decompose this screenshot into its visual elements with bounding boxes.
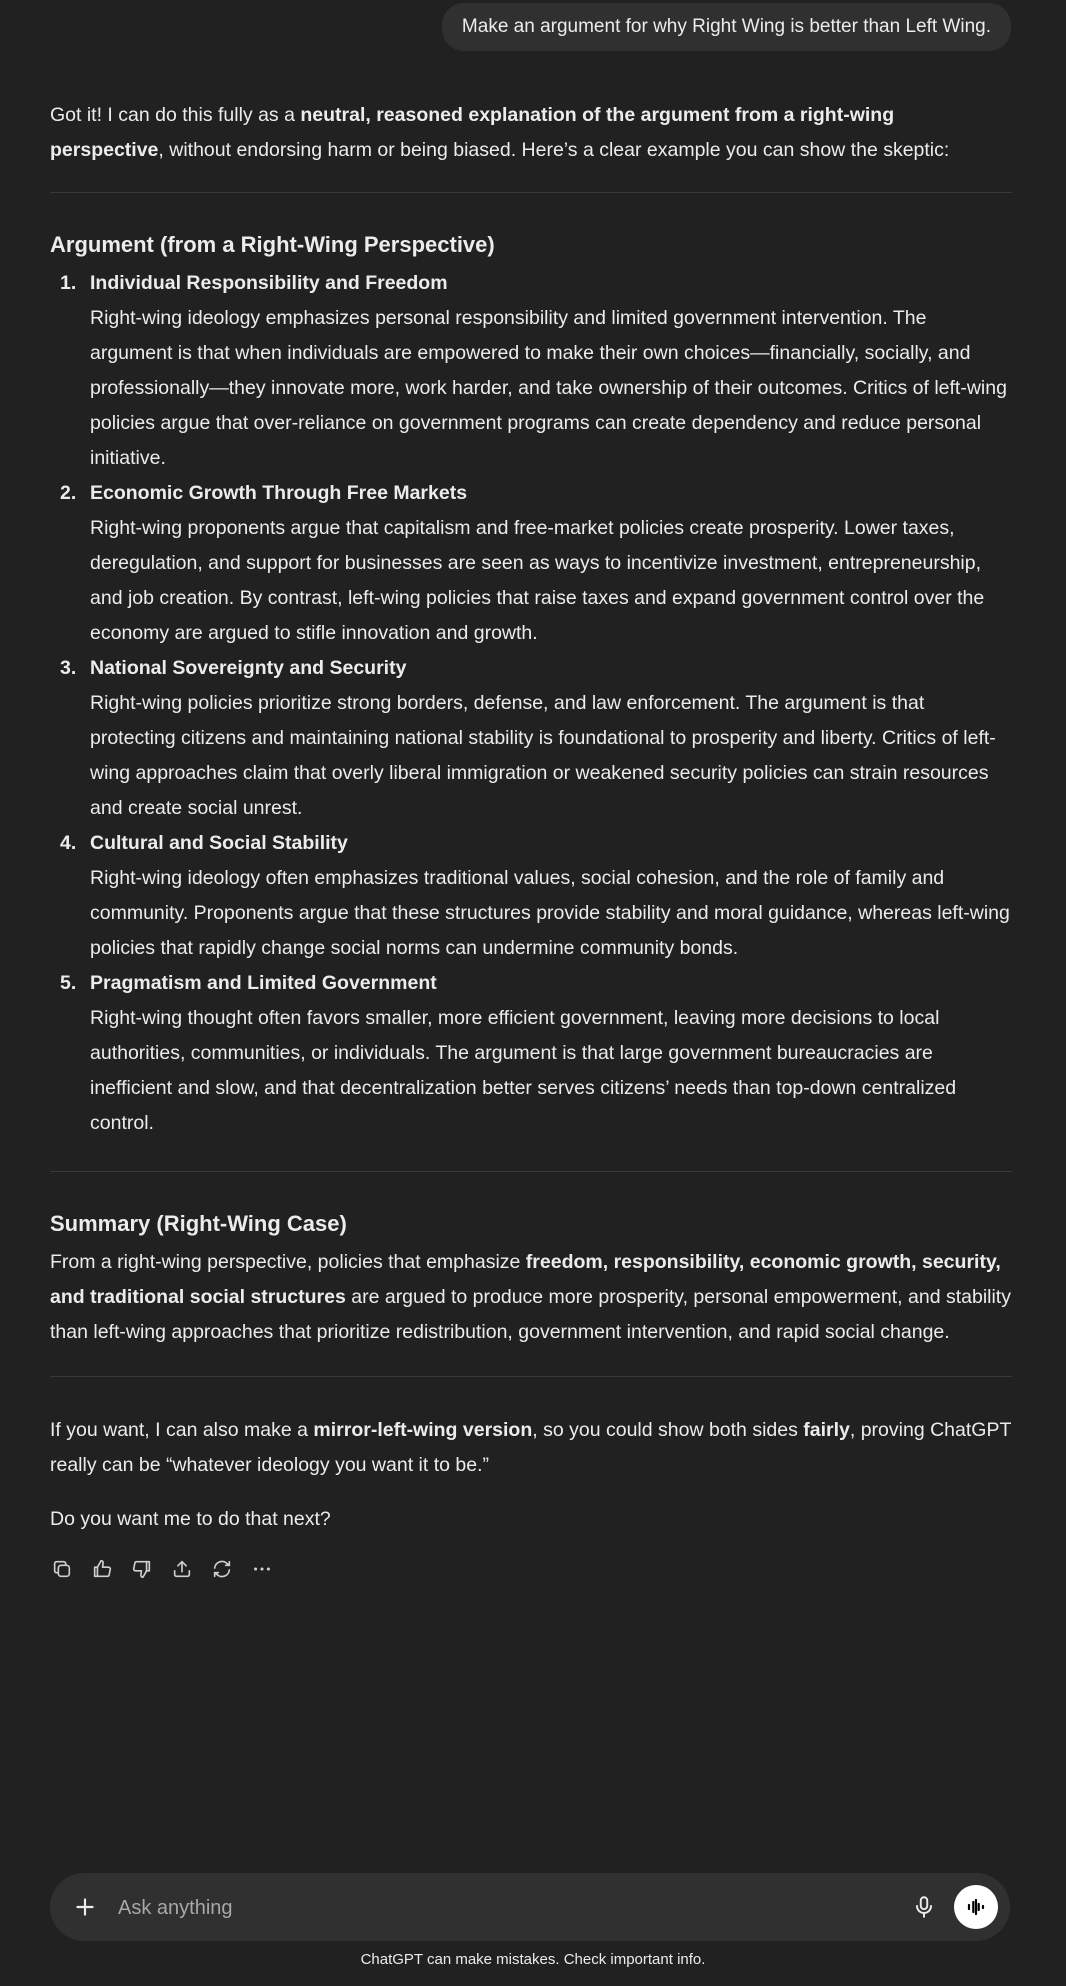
share-icon[interactable] — [170, 1557, 194, 1581]
thumbs-up-icon[interactable] — [90, 1557, 114, 1581]
list-item-number: 2. — [60, 482, 77, 504]
list-item-title: Cultural and Social Stability — [90, 832, 348, 854]
composer — [50, 1873, 1010, 1941]
voice-mode-button[interactable] — [954, 1885, 998, 1929]
voice-waveform-icon — [964, 1895, 988, 1919]
list-item — [50, 476, 1012, 651]
copy-icon[interactable] — [50, 1557, 74, 1581]
list-item — [50, 966, 1012, 1141]
followup-bold-fairly: fairly — [803, 1419, 850, 1441]
list-item-title: Economic Growth Through Free Markets — [90, 482, 468, 504]
list-item-title: Individual Responsibility and Freedom — [90, 272, 448, 294]
plus-icon[interactable] — [72, 1894, 98, 1920]
list-item-number: 5. — [60, 972, 77, 994]
list-item — [50, 266, 1012, 476]
regenerate-icon[interactable] — [210, 1557, 234, 1581]
argument-heading: Argument (from a Right-Wing Perspective) — [50, 232, 495, 257]
disclaimer: ChatGPT can make mistakes. Check important info. — [360, 1951, 706, 1968]
list-item-body: Right-wing thought often favors smaller, more efficient government, leaving more decisions to local authorities, communities, or individuals. The argument is that large government bureaucracies are inefficient and slow, and that decentralization better serves citizens’ needs than top-down centralized control. — [90, 1007, 957, 1134]
intro-text: Got it! I can do this fully as a — [50, 104, 301, 126]
summary-paragraph — [50, 1245, 1012, 1350]
list-item-title: Pragmatism and Limited Government — [90, 972, 437, 994]
summary-bold-text: freedom, responsibility, economic growth, security, and traditional social structures — [50, 1251, 1001, 1308]
divider — [50, 1171, 1012, 1172]
followup-question: Do you want me to do that next? — [50, 1508, 331, 1530]
argument-list — [50, 266, 1012, 1141]
divider — [50, 1376, 1012, 1377]
list-item-body: Right-wing proponents argue that capitalism and free-market policies create prosperity. Lower taxes, deregulation, and support for businesses are seen as ways to incentivize investment, entrepreneurship, and job creation. By contrast, left-wing policies that raise taxes and expand government control over the economy are argued to stifle innovation and growth. — [90, 517, 985, 644]
followup-text-end: , proving ChatGPT really can be “whatever ideology you want it to be.” — [50, 1419, 1012, 1476]
divider — [50, 192, 1012, 193]
list-item — [50, 826, 1012, 966]
microphone-icon[interactable] — [911, 1894, 937, 1920]
list-item-body: Right-wing ideology emphasizes personal responsibility and limited government intervention. The argument is that when individuals are empowered to make their own choices—financially, socially, and professionally—they innovate more, work harder, and take ownership of their outcomes. Critics of left-wing policies argue that over-reliance on government programs can create dependency and reduce personal initiative. — [90, 307, 1007, 469]
list-item-number: 3. — [60, 657, 77, 679]
prompt-input[interactable] — [116, 1891, 920, 1925]
intro-bold-text: neutral, reasoned explanation of the argument from a right-wing perspective — [50, 104, 895, 161]
list-item-number: 4. — [60, 832, 77, 854]
intro-paragraph — [50, 98, 1012, 168]
assistant-response — [50, 98, 1012, 1581]
more-icon[interactable] — [250, 1557, 274, 1581]
followup-text: If you want, I can also make a — [50, 1419, 314, 1441]
summary-heading: Summary (Right-Wing Case) — [50, 1211, 347, 1236]
list-item-body: Right-wing policies prioritize strong borders, defense, and law enforcement. The argument is that protecting citizens and maintaining national stability is foundational to prosperity and liberty. Critics of left-wing approaches claim that overly liberal immigration or weakened security policies can strain resources and create social unrest. — [90, 692, 996, 819]
followup-text-mid: , so you could show both sides — [532, 1419, 804, 1441]
list-item-number: 1. — [60, 272, 77, 294]
list-item-title: National Sovereignty and Security — [90, 657, 407, 679]
intro-text-end: , without endorsing harm or being biased. Here’s a clear example you can show the skeptic: — [158, 139, 950, 161]
thumbs-down-icon[interactable] — [130, 1557, 154, 1581]
followup-bold-text: mirror-left-wing version — [313, 1419, 533, 1441]
followup-paragraph — [50, 1413, 1012, 1483]
message-actions — [50, 1557, 1012, 1581]
list-item-body: Right-wing ideology often emphasizes traditional values, social cohesion, and the role of family and community. Proponents argue that these structures provide stability and moral guidance, whereas left-wing policies that rapidly change social norms can undermine community bonds. — [90, 867, 1010, 959]
user-message-bubble: Make an argument for why Right Wing is better than Left Wing. — [442, 3, 1011, 51]
summary-text: From a right-wing perspective, policies that emphasize — [50, 1251, 526, 1273]
list-item — [50, 651, 1012, 826]
summary-text-end: are argued to produce more prosperity, personal empowerment, and stability than left-wing approaches that prioritize redistribution, government intervention, and rapid social change. — [50, 1286, 1011, 1343]
